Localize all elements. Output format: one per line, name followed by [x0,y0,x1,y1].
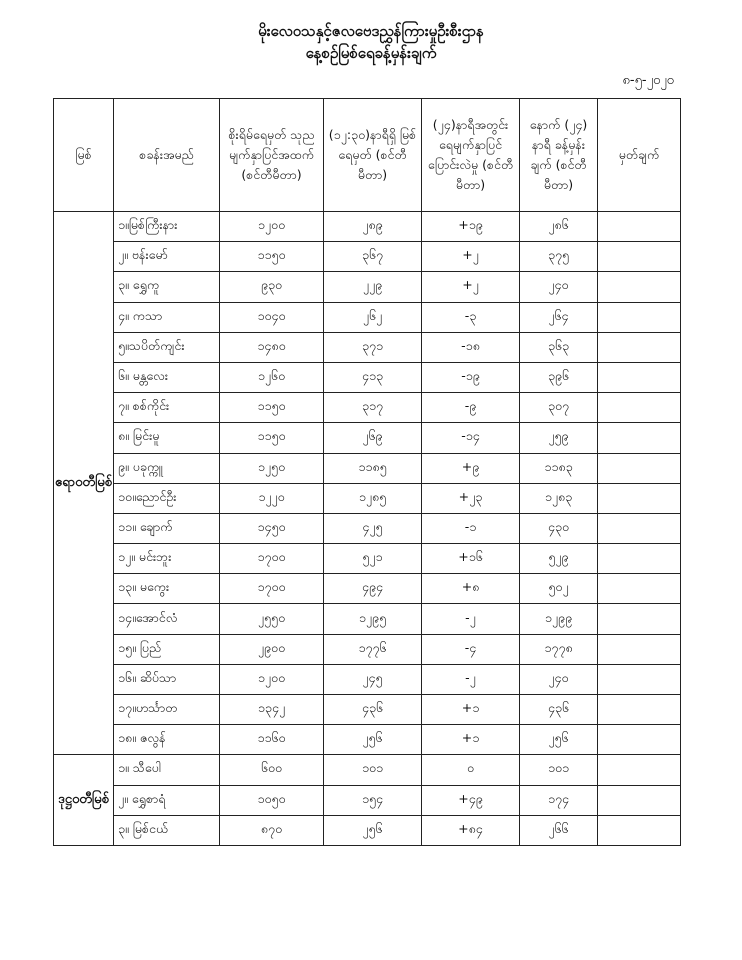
station-name-cell: ၂။ ရွှေစာရံ [114,785,220,815]
table-body [54,212,681,846]
station-name-cell: ၁၆။ ဆိပ်သာ [114,664,220,694]
station-name-cell: ၃။ ရွှေကူ [114,272,220,302]
station-name-cell: ၃။ မြစ်ငယ် [114,815,220,845]
forecast-cell: ၄၃၀ [520,513,598,543]
current-level-cell: ၁၁၈၅ [324,453,422,483]
forecast-cell: ၃၆၃ [520,332,598,362]
station-name-cell: ၁၇။ဟင်္သာတ [114,695,220,725]
danger-level-cell: ၁၂၀၀ [220,212,324,242]
forecast-cell: ၂၆၄ [520,302,598,332]
current-level-cell: ၂၆၉ [324,423,422,453]
remarks-cell [598,664,681,694]
forecast-cell: ၁၇၇၈ [520,634,598,664]
danger-level-cell: ၂၉၀၀ [220,634,324,664]
table-row [54,272,681,302]
current-level-cell: ၁၇၇၆ [324,634,422,664]
danger-level-cell: ၁၂၂၀ [220,483,324,513]
danger-level-cell: ၁၇၀၀ [220,574,324,604]
forecast-cell: ၁၂၉၉ [520,604,598,634]
current-level-cell: ၃၆၇ [324,242,422,272]
forecast-cell: ၁၁၈၃ [520,453,598,483]
table-row [54,544,681,574]
remarks-cell [598,815,681,845]
level-change-cell: +၉ [422,453,520,483]
level-change-cell: -၁၈ [422,332,520,362]
table-row [54,302,681,332]
forecast-cell: ၁၇၄ [520,785,598,815]
level-change-cell: -၂ [422,604,520,634]
remarks-cell [598,574,681,604]
current-level-cell: ၁၀၁ [324,755,422,785]
station-name-cell: ၁၃။ မကွေး [114,574,220,604]
danger-level-cell: ၈၇၀ [220,815,324,845]
danger-level-cell: ၁၄၅၀ [220,513,324,543]
table-row [54,423,681,453]
column-header-danger-level: စိုးရိမ်ရေမှတ် သုညမျက်နှာပြင်အထက် (စင်တီမီတာ) [220,99,324,212]
page-title: မိုးလေဝသနှင့်ဇလဗေဒညွှန်ကြားမှုဦးစီးဌာန [258,22,484,40]
table-row [54,725,681,755]
remarks-cell [598,604,681,634]
remarks-cell [598,423,681,453]
table-row [54,785,681,815]
station-name-cell: ၉။ ပခုက္ကူ [114,453,220,483]
level-change-cell: +၄၉ [422,785,520,815]
forecast-cell: ၄၃၆ [520,695,598,725]
danger-level-cell: ၁၁၅၀ [220,423,324,453]
table-row [54,332,681,362]
forecast-cell: ၅၂၉ [520,544,598,574]
danger-level-cell: ၉၃၀ [220,272,324,302]
station-name-cell: ၁၂။ မင်းဘူး [114,544,220,574]
remarks-cell [598,212,681,242]
station-name-cell: ၁၁။ ချောက် [114,513,220,543]
danger-level-cell: ၁၂၀၀ [220,664,324,694]
current-level-cell: ၂၈၉ [324,212,422,242]
forecast-cell: ၁၀၁ [520,755,598,785]
danger-level-cell: ၁၂၆၀ [220,362,324,392]
current-level-cell: ၅၂၁ [324,544,422,574]
table-row [54,212,681,242]
column-header-current-level: (၁၂:၃၀)နာရီရှိ မြစ်ရေမှတ် (စင်တီမီတာ) [324,99,422,212]
danger-level-cell: ၂၅၅၀ [220,604,324,634]
danger-level-cell: ၁၃၄၂ [220,695,324,725]
level-change-cell: -၄ [422,634,520,664]
remarks-cell [598,302,681,332]
forecast-cell: ၂၈၆ [520,212,598,242]
table-row [54,604,681,634]
level-change-cell: +၁၆ [422,544,520,574]
station-name-cell: ၆။ မန္တလေး [114,362,220,392]
remarks-cell [598,755,681,785]
danger-level-cell: ၁၄၈၀ [220,332,324,362]
current-level-cell: ၄၉၄ [324,574,422,604]
forecast-cell: ၁၂၈၃ [520,483,598,513]
current-level-cell: ၄၁၃ [324,362,422,392]
station-name-cell: ၁။မြစ်ကြီးနား [114,212,220,242]
forecast-cell: ၃၀၇ [520,393,598,423]
remarks-cell [598,695,681,725]
level-change-cell: +၂ [422,242,520,272]
river-name-cell: ဧရာဝတီမြစ် [54,212,114,755]
remarks-cell [598,483,681,513]
level-change-cell: +၈ [422,574,520,604]
page-subtitle: နေ့စဉ်မြစ်ရေခန့်မှန်းချက် [305,44,437,62]
danger-level-cell: ၁၇၀၀ [220,544,324,574]
remarks-cell [598,242,681,272]
level-change-cell: +၁ [422,725,520,755]
station-name-cell: ၁၅။ ပြည် [114,634,220,664]
danger-level-cell: ၁၁၅၀ [220,393,324,423]
current-level-cell: ၁၂၈၅ [324,483,422,513]
danger-level-cell: ၆၀၀ [220,755,324,785]
level-change-cell: +၂ [422,272,520,302]
level-change-cell: ၀ [422,755,520,785]
column-header-remarks: မှတ်ချက် [598,99,681,212]
forecast-cell: ၂၆၆ [520,815,598,845]
remarks-cell [598,453,681,483]
level-change-cell: +၁၉ [422,212,520,242]
remarks-cell [598,393,681,423]
danger-level-cell: ၁၂၅၀ [220,453,324,483]
station-name-cell: ၂။ ဗန်းမော် [114,242,220,272]
river-name-cell: ဒုဋ္ဌဝတီမြစ် [54,755,114,846]
current-level-cell: ၁၂၉၅ [324,604,422,634]
column-header-river: မြစ် [54,99,114,212]
remarks-cell [598,725,681,755]
table-row [54,362,681,392]
forecast-cell: ၅၀၂ [520,574,598,604]
table-row [54,695,681,725]
station-name-cell: ၁။ သီပေါ [114,755,220,785]
remarks-cell [598,513,681,543]
table-row [54,453,681,483]
table-row [54,664,681,694]
remarks-cell [598,785,681,815]
column-header-change: (၂၄)နာရီအတွင်း ရေမျက်နှာပြင် ပြောင်းလဲမှု (စင်တီမီတာ) [422,99,520,212]
current-level-cell: ၃၁၇ [324,393,422,423]
station-name-cell: ၅။သပိတ်ကျင်း [114,332,220,362]
forecast-cell: ၂၄၀ [520,664,598,694]
danger-level-cell: ၁၀၄၀ [220,302,324,332]
station-name-cell: ၈။ မြင်းမူ [114,423,220,453]
table-row [54,574,681,604]
level-change-cell: -၂ [422,664,520,694]
table-row [54,815,681,845]
station-name-cell: ၁၈။ ဇလွန် [114,725,220,755]
table-row [54,755,681,785]
forecast-cell: ၂၅၆ [520,725,598,755]
table-header-row [54,99,681,212]
current-level-cell: ၁၅၄ [324,785,422,815]
level-change-cell: -၁ [422,513,520,543]
danger-level-cell: ၁၁၅၀ [220,242,324,272]
station-name-cell: ၄။ ကသာ [114,302,220,332]
danger-level-cell: ၁၀၅၀ [220,785,324,815]
forecast-cell: ၃၇၅ [520,242,598,272]
level-change-cell: -၁၄ [422,423,520,453]
level-change-cell: -၉ [422,393,520,423]
current-level-cell: ၂၆၂ [324,302,422,332]
forecast-cell: ၂၅၉ [520,423,598,453]
remarks-cell [598,272,681,302]
current-level-cell: ၂၄၅ [324,664,422,694]
remarks-cell [598,332,681,362]
level-change-cell: +၂၃ [422,483,520,513]
station-name-cell: ၁၄။အောင်လံ [114,604,220,634]
current-level-cell: ၂၅၆ [324,725,422,755]
table-row [54,242,681,272]
table-row [54,634,681,664]
report-date: ၈-၅-၂၀၂၀ [622,73,674,88]
table-row [54,513,681,543]
level-change-cell: +၁ [422,695,520,725]
current-level-cell: ၂၅၆ [324,815,422,845]
column-header-forecast: နောက် (၂၄) နာရီ ခန့်မှန်းချက် (စင်တီမီတာ) [520,99,598,212]
level-change-cell: -၃ [422,302,520,332]
river-level-table [53,98,681,846]
forecast-cell: ၂၄၀ [520,272,598,302]
current-level-cell: ၄၃၆ [324,695,422,725]
remarks-cell [598,634,681,664]
danger-level-cell: ၁၁၆၀ [220,725,324,755]
level-change-cell: +၈၄ [422,815,520,845]
remarks-cell [598,362,681,392]
remarks-cell [598,544,681,574]
table-row [54,393,681,423]
station-name-cell: ၁၀။ညောင်ဦး [114,483,220,513]
current-level-cell: ၂၂၉ [324,272,422,302]
station-name-cell: ၇။ စစ်ကိုင်း [114,393,220,423]
forecast-cell: ၃၉၆ [520,362,598,392]
current-level-cell: ၄၂၅ [324,513,422,543]
column-header-station: စခန်းအမည် [114,99,220,212]
table-row [54,483,681,513]
current-level-cell: ၃၇၁ [324,332,422,362]
level-change-cell: -၁၉ [422,362,520,392]
